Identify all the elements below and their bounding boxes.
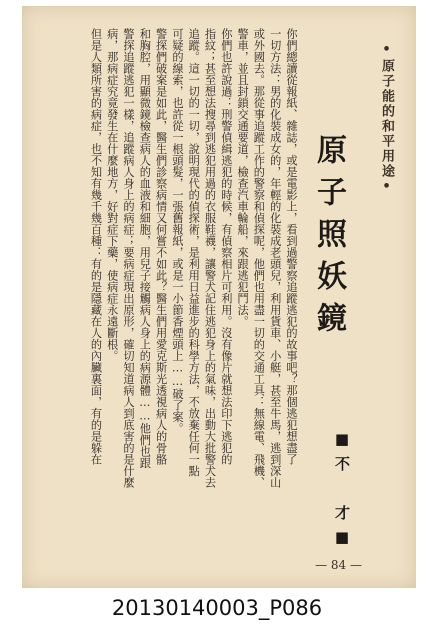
body-line: 可疑的線索，也許從一根頭髮，一張舊報紙，或是一小節香煙頭上……破了案。 (170, 28, 184, 435)
body-line: 但是人類所害的病症，也不知有幾千幾百種：有的是隱藏在人的內臟裏面，有的是躲在 (89, 28, 103, 465)
body-line: 或外國去。那從事追蹤工作的警察和偵探呢，他們也用盡一切的交通工具：無線電、飛機、 (252, 28, 266, 488)
body-line: 一切方法：男的化裝成女的，年輕的化裝成老頭兒，利用貨車、小艇，甚至牛馬，逃到深山 (268, 28, 282, 488)
body-line: 指紋；甚至想法搜尋到逃犯用過的衣服鞋襪，讓警犬記住逃犯身上的氣味，出動大批警犬去 (203, 28, 217, 488)
document-page (22, 6, 416, 588)
body-line: 追蹤。這一切的一切，說明現代的偵探術，是利用日益進步的科學方法，不放棄任何一點 (187, 28, 201, 477)
article-title: 原子照妖鏡 (311, 134, 346, 344)
body-line: 警車，並且封鎖交通要道，檢查汽車輪船，來跟逃犯鬥法。 (236, 28, 250, 327)
body-line: 警探們破案是如此，醫生們診察病情又何嘗不如此？醫生們用愛克斯光透視病人的骨骼 (154, 28, 168, 465)
page-number: — 84 — (315, 558, 362, 572)
body-line: 和胸腔，用顯微鏡檢查病人的血液和細胞，用兒子接觸病人身上的病源體……他們也跟 (138, 28, 152, 469)
author-byline: ■不 才■ (333, 430, 351, 554)
body-line: 你們也許說過：刑警偵緝逃犯的時候，有偵察相片可利用。沒有像片就想法印下逃犯的 (219, 28, 233, 465)
series-tag: •原子能的和平用途• (379, 42, 394, 196)
body-line: 你們總讀從報紙、雜誌，或是電影上，看到過警察追蹤逃犯的故事吧？那個逃犯想盡了 (285, 28, 298, 465)
article-body (89, 28, 298, 528)
archive-caption: 20130140003_P086 (111, 596, 323, 620)
body-line: 病，那病症究竟發生在什麼地方，好對症下藥，使病症永遠斷根。 (105, 28, 119, 362)
body-line: 警探追蹤逃犯一樣，追蹤病人身上的病症；要病症現出原形，確切知道病人到底害的是什麼 (122, 28, 136, 488)
